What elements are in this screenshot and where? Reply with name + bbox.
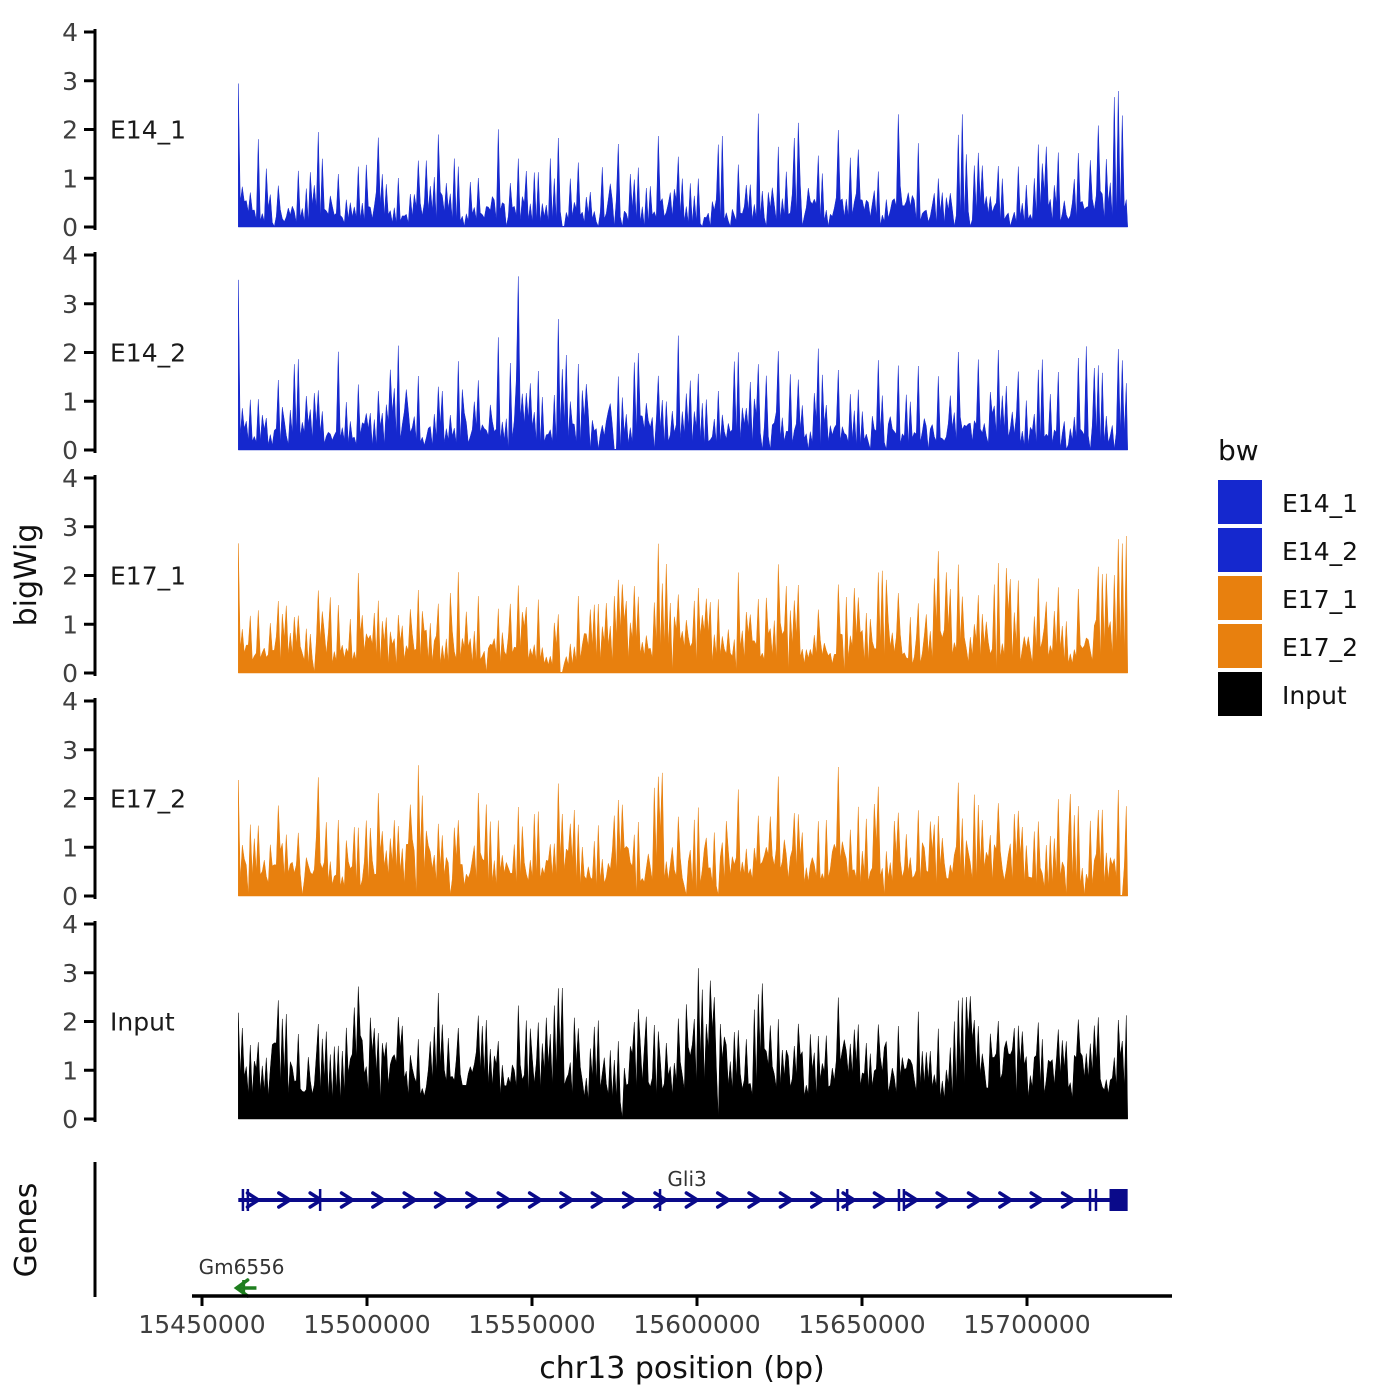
legend-item-E17_1 xyxy=(1218,576,1358,620)
legend-item-E17_2 xyxy=(1218,624,1358,668)
legend-group xyxy=(1218,480,1358,716)
legend-swatch xyxy=(1218,528,1262,572)
y-tick-label: 3 xyxy=(62,289,78,319)
y-tick-label: 0 xyxy=(62,882,78,911)
legend-item-label: E14_2 xyxy=(1282,537,1359,566)
track-name-label: E17_1 xyxy=(110,561,187,591)
legend-item-label: E17_2 xyxy=(1282,633,1359,662)
gene-label-gli3: Gli3 xyxy=(667,1167,707,1191)
x-axis-group xyxy=(138,1296,1172,1339)
gene-gli3 xyxy=(238,1167,1127,1211)
legend-item-E14_1 xyxy=(1218,480,1358,524)
y-tick-label: 0 xyxy=(62,213,78,242)
x-axis-title: chr13 position (bp) xyxy=(539,1351,825,1386)
y-tick-label: 1 xyxy=(62,387,78,417)
y-tick-label: 4 xyxy=(62,910,78,939)
y-tick-label: 3 xyxy=(62,958,78,988)
gene-gm6556 xyxy=(199,1255,285,1296)
legend-item-label: E17_1 xyxy=(1282,585,1359,614)
gene-label-gm6556: Gm6556 xyxy=(198,1255,285,1279)
y-tick-label: 3 xyxy=(62,735,78,765)
y-tick-label: 2 xyxy=(62,1007,78,1037)
y-tick-label: 3 xyxy=(62,66,78,96)
legend-title: bw xyxy=(1218,434,1259,467)
y-tick-label: 2 xyxy=(62,115,78,145)
track-E14_1 xyxy=(62,18,1128,242)
track-Input xyxy=(62,910,1128,1134)
y-tick-label: 0 xyxy=(62,436,78,465)
coverage-area-Input xyxy=(238,968,1127,1119)
y-tick-label: 1 xyxy=(62,164,78,194)
track-name-label: E14_2 xyxy=(110,338,187,368)
track-E17_2 xyxy=(62,687,1128,911)
x-tick-label: 15700000 xyxy=(963,1310,1091,1339)
y-axis-title: bigWig xyxy=(9,523,44,627)
coverage-area-E14_2 xyxy=(238,276,1127,450)
track-E14_2 xyxy=(62,241,1128,465)
legend-item-Input xyxy=(1218,672,1347,716)
y-tick-label: 4 xyxy=(62,687,78,716)
track-E17_1 xyxy=(62,464,1128,688)
legend-swatch xyxy=(1218,576,1262,620)
x-tick-label: 15450000 xyxy=(138,1310,266,1339)
y-tick-label: 4 xyxy=(62,18,78,47)
x-tick-label: 15500000 xyxy=(303,1310,431,1339)
track-name-label: E14_1 xyxy=(110,115,187,145)
y-tick-label: 4 xyxy=(62,241,78,270)
x-tick-label: 15600000 xyxy=(633,1310,761,1339)
genes-panel-group xyxy=(95,1162,1128,1297)
y-tick-label: 1 xyxy=(62,1056,78,1086)
y-tick-label: 0 xyxy=(62,1105,78,1134)
legend-item-label: Input xyxy=(1282,681,1347,710)
terminal-exon-box xyxy=(1110,1189,1128,1211)
legend-swatch xyxy=(1218,672,1262,716)
legend-swatch xyxy=(1218,480,1262,524)
legend-item-E14_2 xyxy=(1218,528,1358,572)
y-tick-label: 2 xyxy=(62,338,78,368)
x-tick-label: 15650000 xyxy=(798,1310,926,1339)
coverage-area-E17_2 xyxy=(238,765,1127,896)
y-tick-label: 1 xyxy=(62,610,78,640)
y-tick-label: 4 xyxy=(62,464,78,493)
y-tick-label: 3 xyxy=(62,512,78,542)
track-name-label: Input xyxy=(110,1007,175,1037)
legend-swatch xyxy=(1218,624,1262,668)
track-name-label: E17_2 xyxy=(110,784,187,814)
y-tick-label: 0 xyxy=(62,659,78,688)
bigwig-tracks-group xyxy=(62,18,1128,1134)
coverage-area-E17_1 xyxy=(238,536,1127,673)
genes-panel-title: Genes xyxy=(9,1182,44,1278)
x-tick-label: 15550000 xyxy=(468,1310,596,1339)
y-tick-label: 2 xyxy=(62,561,78,591)
coverage-area-E14_1 xyxy=(238,84,1127,228)
legend-item-label: E14_1 xyxy=(1282,489,1359,518)
y-tick-label: 1 xyxy=(62,833,78,863)
y-tick-label: 2 xyxy=(62,784,78,814)
